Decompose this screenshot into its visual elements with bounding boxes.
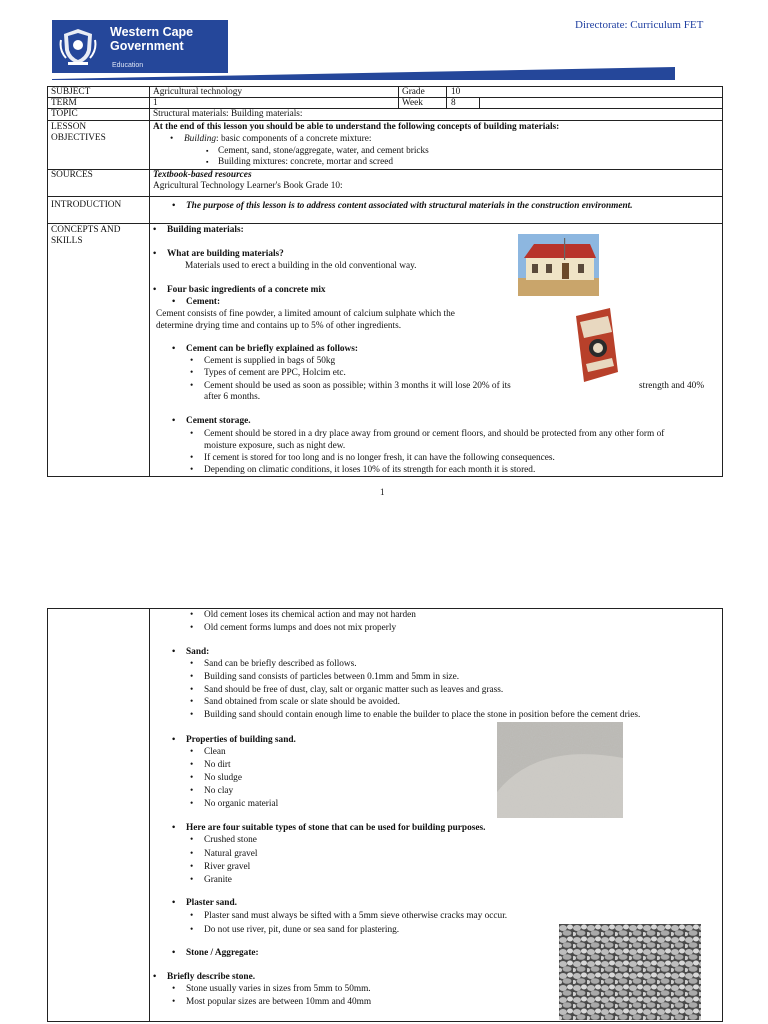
objectives-building-item bbox=[184, 134, 371, 145]
crushed-stone-photo bbox=[559, 924, 701, 1020]
subject-value: Agricultural technology bbox=[153, 87, 243, 97]
property-5: • No organic material bbox=[204, 799, 278, 810]
grade-value: 10 bbox=[451, 87, 461, 97]
logo-line-2: Government bbox=[110, 39, 184, 53]
stone-types-heading: • Here are four suitable types of stone that can be used for building purposes. bbox=[186, 823, 485, 834]
cement-explained-heading: • Cement can be briefly explained as follows: bbox=[186, 344, 358, 355]
describe-stone-point-2: • Most popular sizes are between 10mm and 40mm bbox=[186, 997, 371, 1008]
cement-heading: • Cement: bbox=[186, 297, 220, 308]
what-are-heading: • What are building materials? bbox=[167, 249, 284, 260]
cement-point-3c: after 6 months. bbox=[204, 392, 261, 402]
plaster-sand-heading: • Plaster sand. bbox=[186, 898, 237, 909]
stone-type-2: • Natural gravel bbox=[204, 849, 257, 860]
sources-title: Textbook-based resources bbox=[153, 170, 252, 180]
sand-point-5: • Building sand should contain enough lime to enable the builder to place the stone in position before the cement dries. bbox=[204, 710, 640, 721]
week-value: 8 bbox=[451, 98, 456, 108]
grade-label: Grade bbox=[402, 87, 425, 97]
stone-type-4: • Granite bbox=[204, 875, 232, 886]
coat-of-arms-icon bbox=[58, 26, 98, 67]
page-number: 1 bbox=[380, 487, 385, 497]
cement-point-3b: strength and 40% bbox=[639, 381, 705, 391]
sand-heading: • Sand: bbox=[186, 647, 209, 658]
western-cape-government-logo bbox=[52, 20, 228, 73]
week-label: Week bbox=[402, 98, 423, 108]
sand-point-3: • Sand should be free of dust, clay, salt or organic matter such as leaves and grass. bbox=[204, 685, 503, 696]
objectives-sub-2: ▪ Building mixtures: concrete, mortar and screed bbox=[218, 157, 393, 168]
objectives-building-em: Building bbox=[184, 134, 217, 144]
term-value: 1 bbox=[153, 98, 158, 108]
four-basic-heading: • Four basic ingredients of a concrete mix bbox=[167, 285, 326, 296]
introduction-label: INTRODUCTION bbox=[51, 200, 122, 210]
sources-book: Agricultural Technology Learner's Book Grade 10: bbox=[153, 181, 343, 191]
what-are-answer: Materials used to erect a building in the old conventional way. bbox=[185, 261, 417, 271]
stone-type-3: • River gravel bbox=[204, 862, 250, 873]
house-photo bbox=[518, 234, 599, 296]
objectives-intro: At the end of this lesson you should be able to understand the following concepts of building materials: bbox=[153, 122, 560, 132]
property-3: • No sludge bbox=[204, 773, 242, 784]
storage-point-1b: moisture exposure, such as night dew. bbox=[204, 441, 346, 451]
directorate-label: Directorate: Curriculum FET bbox=[575, 19, 704, 31]
cement-para-line-1: Cement consists of fine powder, a limited amount of calcium sulphate which the bbox=[156, 309, 455, 319]
sand-point-4: • Sand obtained from scale or slate should be avoided. bbox=[204, 697, 400, 708]
sources-label: SOURCES bbox=[51, 170, 93, 180]
cement-point-2: • Types of cement are PPC, Holcim etc. bbox=[204, 368, 346, 379]
describe-stone-heading: • Briefly describe stone. bbox=[167, 972, 255, 983]
storage-point-2: • If cement is stored for too long and is no longer fresh, it can have the following consequences. bbox=[204, 453, 555, 464]
old-cement-point-1: • Old cement loses its chemical action and may not harden bbox=[204, 610, 416, 621]
describe-stone-point-1: • Stone usually varies in sizes from 5mm to 50mm. bbox=[186, 984, 371, 995]
building-materials-heading: • Building materials: bbox=[167, 225, 244, 236]
objectives-label-line-2: OBJECTIVES bbox=[51, 133, 106, 143]
properties-heading: • Properties of building sand. bbox=[186, 735, 296, 746]
plaster-point-1: • Plaster sand must always be sifted with a 5mm sieve otherwise cracks may occur. bbox=[204, 911, 507, 922]
objectives-label-line-1: LESSON bbox=[51, 122, 87, 132]
property-2: • No dirt bbox=[204, 760, 231, 771]
page2-label-cell bbox=[47, 608, 150, 1022]
plaster-point-2: • Do not use river, pit, dune or sea sand for plastering. bbox=[204, 925, 399, 936]
sand-point-2: • Building sand consists of particles between 0.1mm and 5mm in size. bbox=[204, 672, 459, 683]
header-stripe bbox=[52, 67, 675, 80]
old-cement-point-2: • Old cement forms lumps and does not mix properly bbox=[204, 623, 396, 634]
stone-type-1: • Crushed stone bbox=[204, 835, 257, 846]
objectives-sub-1: ▪ Cement, sand, stone/aggregate, water, and cement bricks bbox=[218, 146, 429, 157]
storage-point-3: • Depending on climatic conditions, it loses 10% of its strength for each month it is stored. bbox=[204, 465, 535, 476]
property-1: • Clean bbox=[204, 747, 226, 758]
stone-aggregate-heading: • Stone / Aggregate: bbox=[186, 948, 259, 959]
cement-bag-photo bbox=[570, 306, 622, 384]
sand-pile-photo bbox=[497, 722, 623, 818]
term-label: TERM bbox=[51, 98, 77, 108]
topic-label: TOPIC bbox=[51, 109, 78, 119]
objectives-building-rest: : basic components of a concrete mixture: bbox=[216, 134, 372, 144]
introduction-text: • The purpose of this lesson is to address content associated with structural materials in the construction environment. bbox=[186, 201, 633, 212]
subject-label: SUBJECT bbox=[51, 87, 91, 97]
sand-point-1: • Sand can be briefly described as follows. bbox=[204, 659, 357, 670]
cement-point-3a: • Cement should be used as soon as possible; within 3 months it will lose 20% of its bbox=[204, 381, 511, 392]
cement-storage-heading: • Cement storage. bbox=[186, 416, 251, 427]
property-4: • No clay bbox=[204, 786, 233, 797]
storage-point-1a: • Cement should be stored in a dry place away from ground or cement floors, and should be protected from any other form of bbox=[204, 429, 664, 440]
concepts-label-line-2: SKILLS bbox=[51, 236, 83, 246]
concepts-label-cell bbox=[47, 223, 150, 477]
logo-subtitle: Education bbox=[112, 62, 144, 69]
logo-line-1: Western Cape bbox=[110, 25, 194, 39]
topic-value: Structural materials: Building materials: bbox=[153, 109, 303, 119]
cement-para-line-2: determine drying time and contains up to 5% of other ingredients. bbox=[156, 321, 402, 331]
cement-point-1: • Cement is supplied in bags of 50kg bbox=[204, 356, 335, 367]
concepts-label-line-1: CONCEPTS AND bbox=[51, 225, 121, 235]
